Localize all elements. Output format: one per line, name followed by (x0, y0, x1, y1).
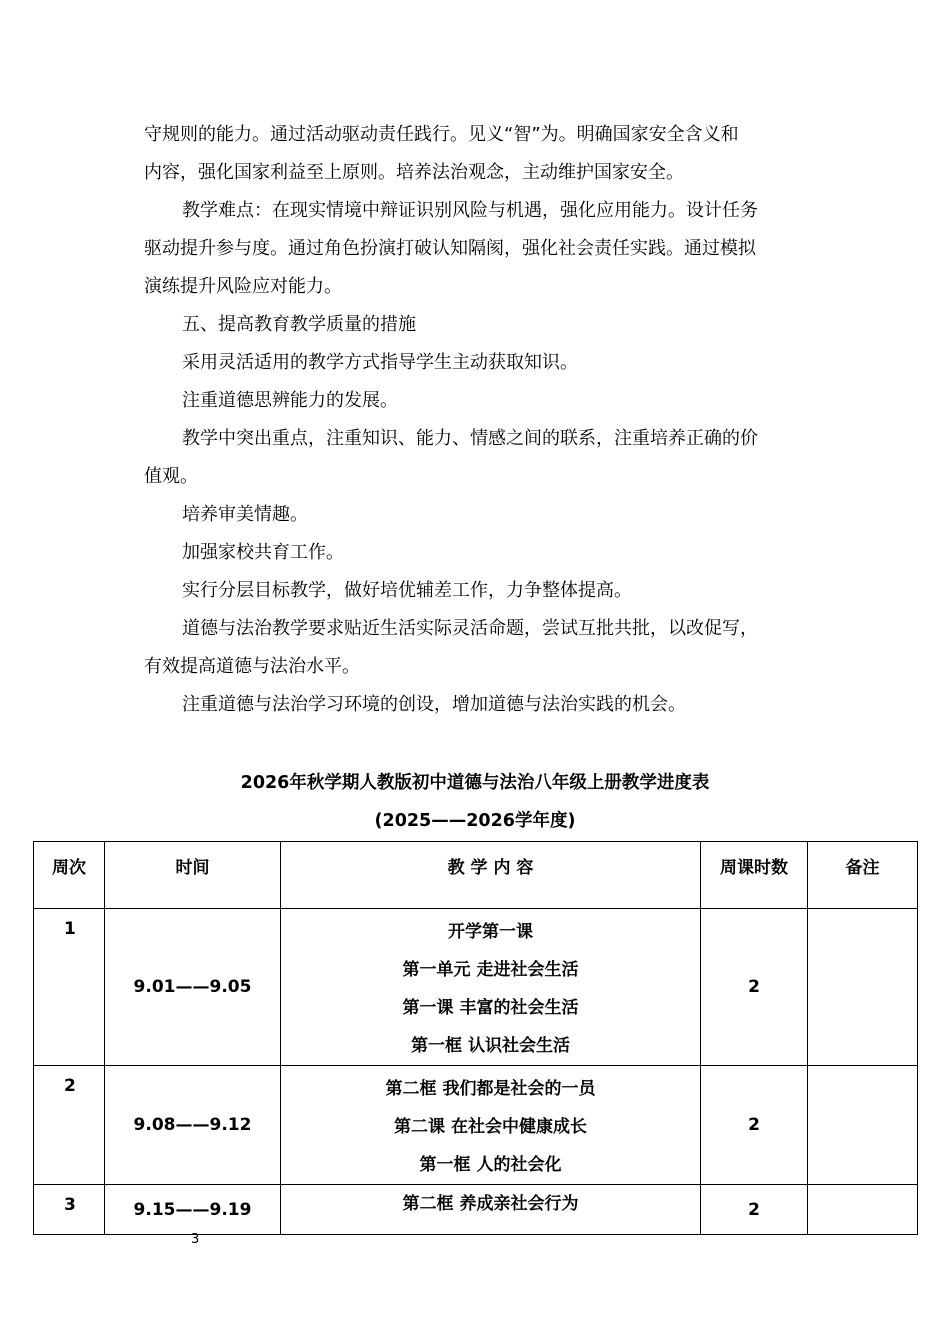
paragraph-line: 注重道德与法治学习环境的创设，增加道德与法治实践的机会。 (182, 694, 686, 715)
paragraph-line: 培养审美情趣。 (182, 504, 308, 525)
table-row (34, 1066, 918, 1185)
content-line: 第一框 人的社会化 (419, 1155, 562, 1175)
week-cell: 1 (34, 909, 105, 1066)
paragraph-line: 道德与法治教学要求贴近生活实际灵活命题，尝试互批共批，以改促写， (182, 618, 758, 639)
content-cell (281, 1185, 701, 1235)
content-line: 第二课 在社会中健康成长 (394, 1117, 587, 1137)
schedule-title: 2026年秋学期人教版初中道德与法治八年级上册教学进度表 (240, 773, 710, 793)
paragraph-line: 守规则的能力。通过活动驱动责任践行。见义“智”为。明确国家安全含义和 (144, 124, 739, 145)
content-line: 第一课 丰富的社会生活 (402, 998, 579, 1018)
schedule-table (33, 841, 918, 1235)
content-line: 开学第一课 (448, 922, 533, 942)
hours-cell: 2 (701, 1185, 808, 1235)
time-cell: 9.15——9.19 (105, 1185, 281, 1235)
paragraph-line: 采用灵活适用的教学方式指导学生主动获取知识。 (182, 352, 578, 373)
paragraph-line: 实行分层目标教学，做好培优辅差工作，力争整体提高。 (182, 580, 632, 601)
header-note: 备注 (808, 842, 918, 909)
page-number: 3 (191, 1232, 200, 1247)
content-cell (281, 909, 701, 1066)
paragraph-line: 驱动提升参与度。通过角色扮演打破认知隔阂，强化社会责任实践。通过模拟 (144, 238, 756, 259)
content-line: 第二框 养成亲社会行为 (402, 1194, 579, 1214)
content-cell (281, 1066, 701, 1185)
paragraph-line: 注重道德思辨能力的发展。 (182, 390, 398, 411)
time-cell: 9.08——9.12 (105, 1066, 281, 1185)
week-cell: 2 (34, 1066, 105, 1185)
hours-cell: 2 (701, 909, 808, 1066)
content-line: 第一单元 走进社会生活 (402, 960, 579, 980)
note-cell (808, 1066, 918, 1185)
paragraph-line: 演练提升风险应对能力。 (144, 276, 342, 297)
week-cell: 3 (34, 1185, 105, 1235)
section-heading: 五、提高教育教学质量的措施 (182, 314, 416, 335)
paragraph-line: 内容，强化国家利益至上原则。培养法治观念，主动维护国家安全。 (144, 162, 684, 183)
paragraph-line: 教学中突出重点，注重知识、能力、情感之间的联系，注重培养正确的价 (182, 428, 758, 449)
note-cell (808, 909, 918, 1066)
schedule-subtitle: (2025——2026学年度) (374, 811, 576, 831)
header-time: 时间 (105, 842, 281, 909)
paragraph-line: 加强家校共育工作。 (182, 542, 344, 563)
content-line: 第二框 我们都是社会的一员 (385, 1079, 596, 1099)
table-row (34, 1185, 918, 1235)
table-header-row (34, 842, 918, 909)
content-line: 第一框 认识社会生活 (411, 1036, 570, 1056)
header-week: 周次 (34, 842, 105, 909)
paragraph-line: 有效提高道德与法治水平。 (144, 656, 360, 677)
header-content: 教 学 内 容 (281, 842, 701, 909)
paragraph-line: 教学难点：在现实情境中辩证识别风险与机遇，强化应用能力。设计任务 (182, 200, 758, 221)
header-hours: 周课时数 (701, 842, 808, 909)
paragraph-line: 值观。 (144, 466, 198, 487)
hours-cell: 2 (701, 1066, 808, 1185)
table-row (34, 909, 918, 1066)
note-cell (808, 1185, 918, 1235)
time-cell: 9.01——9.05 (105, 909, 281, 1066)
